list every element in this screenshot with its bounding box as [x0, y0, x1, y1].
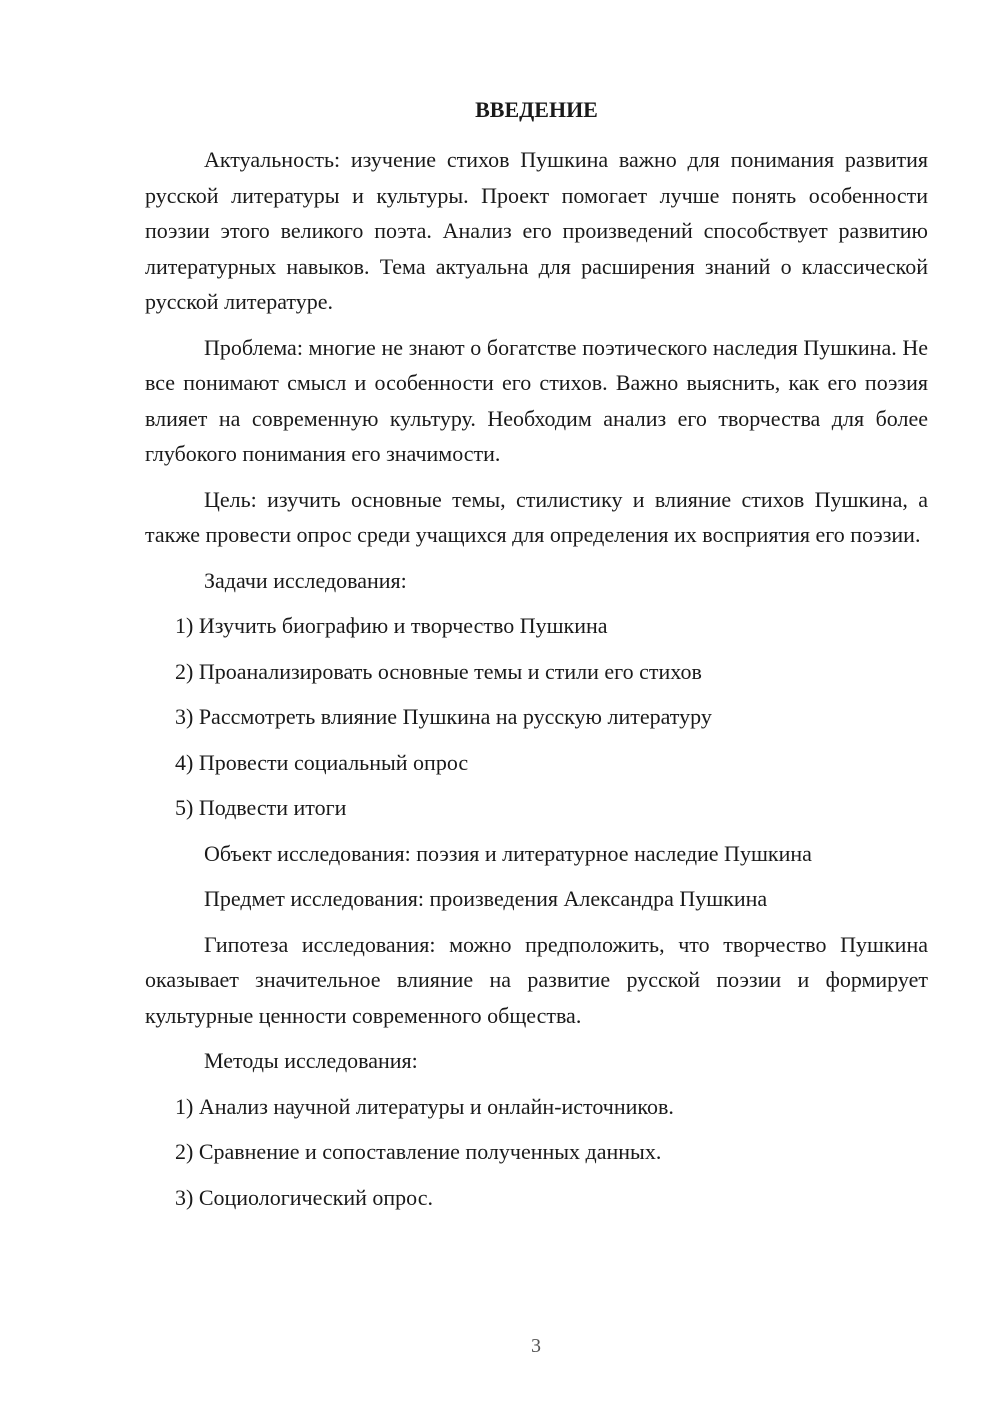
method-item: 2) Сравнение и сопоставление полученных данных. [175, 1139, 662, 1164]
task-item: 4) Провести социальный опрос [175, 749, 469, 775]
task-item: 1) Изучить биографию и творчество Пушкина [175, 613, 608, 638]
tasks-list [145, 608, 928, 826]
document-page [145, 92, 928, 1225]
methods-list [145, 1089, 928, 1216]
relevance-paragraph: Актуальность: изучение стихов Пушкина важно для понимания развития русской литературы и культуры. Проект помогает лучше понять особенности поэзии этого великого поэта. Анализ его произведений способствует развитию литературных навыков. Тема актуальна для расширения знаний о классической русской литературе. [145, 147, 928, 314]
hypothesis-paragraph: Гипотеза исследования: можно предположить, что творчество Пушкина оказывает значительное влияние на развитие русской поэзии и формирует культурные ценности современного общества. [145, 931, 928, 1028]
method-item: 3) Социологический опрос. [175, 1184, 433, 1210]
subject-paragraph: Предмет исследования: произведения Александра Пушкина [204, 886, 768, 911]
task-item: 3) Рассмотреть влияние Пушкина на русскую литературу [175, 704, 712, 729]
problem-paragraph: Проблема: многие не знают о богатстве поэтического наследия Пушкина. Не все понимают смысл и особенности его стихов. Важно выяснить, как его поэзия влияет на современную культуру. Необходим анализ его творчества для более глубокого понимания его значимости. [145, 334, 928, 466]
tasks-heading: Задачи исследования: [204, 567, 407, 593]
object-paragraph: Объект исследования: поэзия и литературное наследие Пушкина [204, 840, 812, 866]
goal-paragraph: Цель: изучить основные темы, стилистику и влияние стихов Пушкина, а также провести опрос среди учащихся для определения их восприятия его поэзии. [145, 486, 928, 547]
method-item: 1) Анализ научной литературы и онлайн-источников. [175, 1093, 674, 1119]
task-item: 2) Проанализировать основные темы и стили его стихов [175, 658, 702, 684]
methods-heading: Методы исследования: [204, 1048, 418, 1073]
task-item: 5) Подвести итоги [175, 795, 347, 820]
page-number: 3 [531, 1335, 541, 1357]
page-title: ВВЕДЕНИЕ [475, 97, 598, 122]
